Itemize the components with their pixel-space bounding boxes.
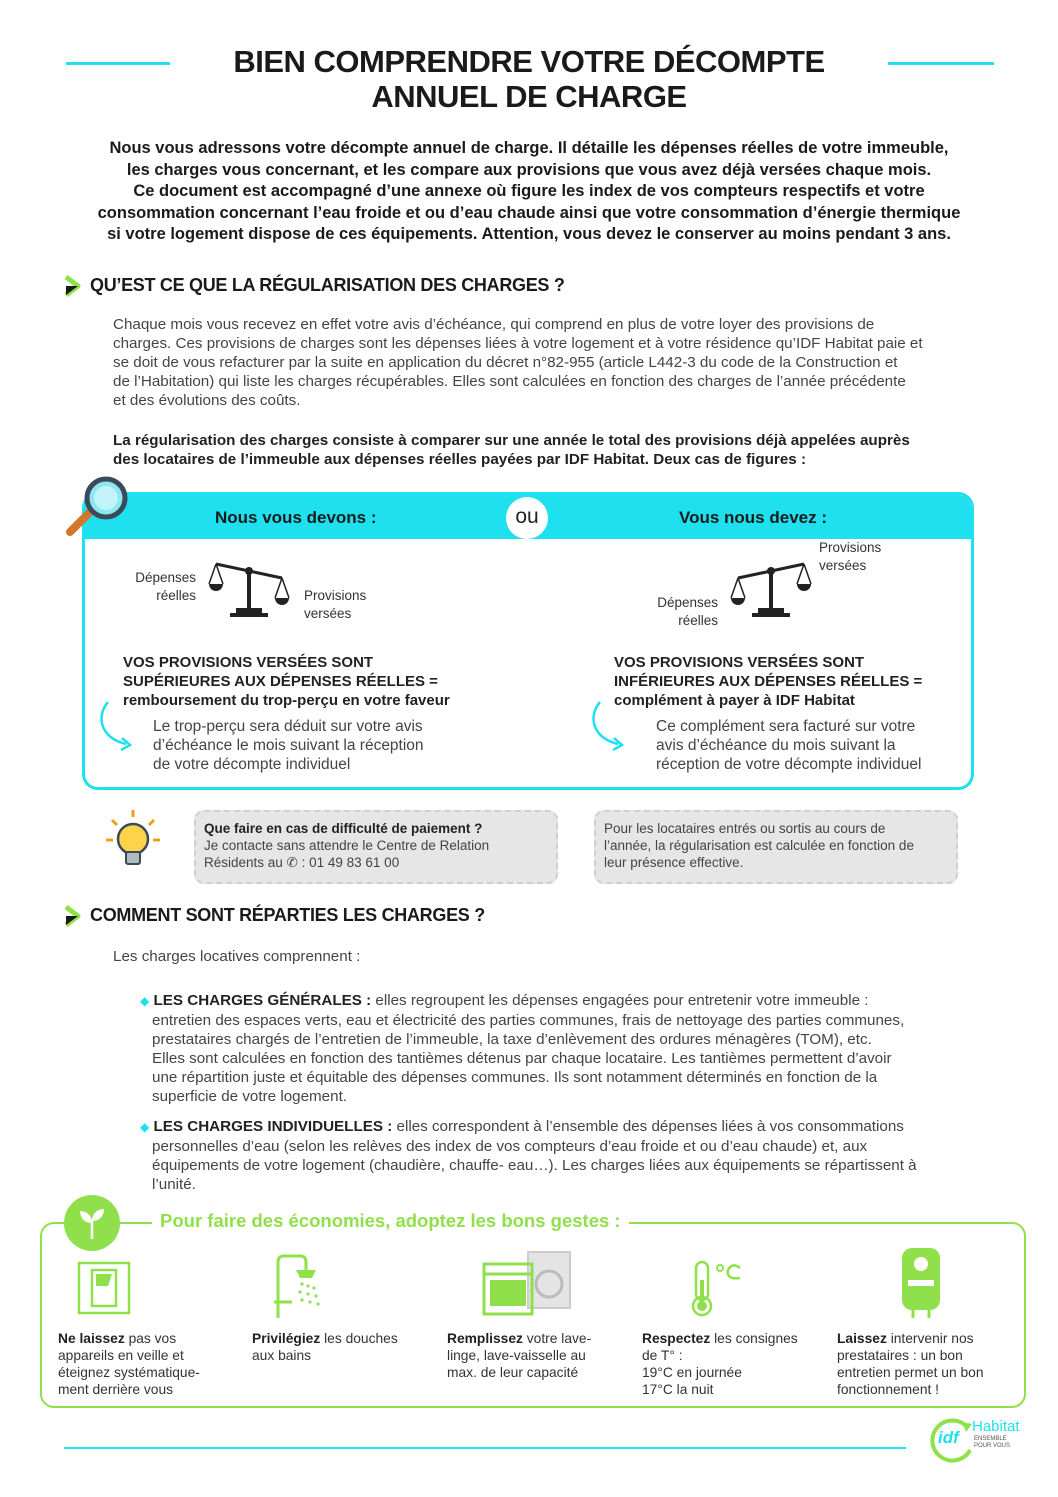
list-item-first-line xyxy=(140,1117,1020,1137)
right-case-title: Vous nous devez : xyxy=(679,508,827,527)
list-item-line: équipements de votre logement (chaudière, chauffe- eau…). Les charges liées aux équipements se répartissent à xyxy=(152,1157,917,1174)
intro-line: Ce document est accompagné d’une annexe où figure les index de vos compteurs respectifs et votre xyxy=(133,182,925,200)
intro-line: consommation concernant l’eau froide et ou d’eau chaude ainsi que votre consommation d’énergie thermique xyxy=(97,203,961,222)
list-item-title: LES CHARGES INDIVIDUELLES : xyxy=(153,1118,393,1135)
caption-line: INFÉRIEURES AUX DÉPENSES RÉELLES = xyxy=(614,673,923,690)
scale-tilted-right-icon xyxy=(730,556,812,620)
tip-bold: Ne laissez xyxy=(58,1331,125,1346)
list-item-title: LES CHARGES GÉNÉRALES : xyxy=(153,992,372,1009)
paragraph-line: de l’Habitation) qui liste les charges récupérables. Elles sont calculées en fonction des charges de l’année précédente xyxy=(113,373,906,390)
eco-tip-standby xyxy=(58,1330,238,1398)
label-text: réelles xyxy=(156,587,196,603)
eco-tip-temperature xyxy=(642,1330,822,1398)
tip-line: fonctionnement ! xyxy=(837,1382,940,1397)
caption-line: VOS PROVISIONS VERSÉES SONT xyxy=(123,654,374,671)
paragraph-line: Chaque mois vous recevez en effet votre avis d’échéance, qui comprend en plus de votre loyer des provisions de xyxy=(113,316,875,333)
caption-line: VOS PROVISIONS VERSÉES SONT xyxy=(614,654,865,671)
list-item-line: superficie de votre logement. xyxy=(152,1088,348,1105)
logo-word: Habitat xyxy=(972,1418,1020,1435)
tip-first-line xyxy=(252,1330,432,1347)
tip-bold: Privilégiez xyxy=(252,1331,321,1346)
tip-text: les consignes xyxy=(710,1331,798,1346)
list-item-individual-charges xyxy=(140,1117,1020,1194)
section-heading-regularisation: QU’EST CE QUE LA RÉGULARISATION DES CHARGES ? xyxy=(90,275,565,295)
list-item-line: entretien des espaces verts, eau et électricité des parties communes, frais de nettoyage des parties communes, xyxy=(152,1012,905,1029)
list-item-line: une répartition juste et équitable des dépenses communes. Ils sont notamment déterminés en fonction de la xyxy=(152,1069,878,1086)
tip-line: 19°C en journée xyxy=(642,1365,742,1380)
bullet-icon: ◆ xyxy=(140,1120,150,1134)
info-line: Je contacte sans attendre le Centre de Relation xyxy=(204,838,490,853)
regularisation-paragraph xyxy=(113,315,1013,410)
tip-line: 17°C la nuit xyxy=(642,1382,714,1397)
curved-arrow-icon xyxy=(96,700,136,752)
tip-text: votre lave- xyxy=(522,1331,592,1346)
tip-text: les douches xyxy=(320,1331,398,1346)
magnifier-icon xyxy=(62,474,132,540)
info-line: leur présence effective. xyxy=(604,855,744,870)
list-item-text: elles correspondent à l’ensemble des dépenses liées à vos consommations xyxy=(392,1118,904,1135)
tip-bold: Remplissez xyxy=(447,1331,523,1346)
left-case-title: Nous vous devons : xyxy=(215,508,377,527)
tip-line: prestataires : un bon xyxy=(837,1348,963,1363)
plant-badge xyxy=(64,1195,120,1251)
list-item-first-line xyxy=(140,991,1020,1011)
right-case-caption xyxy=(614,653,922,710)
right-scale-label-b xyxy=(640,594,718,629)
tip-line: aux bains xyxy=(252,1348,312,1363)
caption-line: SUPÉRIEURES AUX DÉPENSES RÉELLES = xyxy=(123,673,438,690)
right-case-note xyxy=(656,717,921,774)
tip-line: de T° : xyxy=(642,1348,683,1363)
list-item-line: l’unité. xyxy=(152,1176,196,1193)
title-line-2: ANNUEL DE CHARGE xyxy=(371,79,687,114)
list-item-line: prestataires chargés de l’entretien de l’immeuble, la taxe d’enlèvement des ordures ménagères (TOM), etc. xyxy=(152,1031,872,1048)
list-item-text: elles regroupent les dépenses engagées pour entretenir votre immeuble : xyxy=(371,992,869,1009)
right-scale-label-a xyxy=(819,539,881,574)
tip-text: intervenir nos xyxy=(886,1331,974,1346)
paragraph-line: se doit de vous refacturer par la suite en application du décret n°82-955 (article L442-3 du code de la Construction et xyxy=(113,354,898,371)
tip-text: pas vos xyxy=(124,1331,177,1346)
tip-line: entretien permet un bon xyxy=(837,1365,984,1380)
charges-intro: Les charges locatives comprennent : xyxy=(113,948,361,965)
water-heater-icon xyxy=(898,1244,944,1320)
note-line: réception de votre décompte individuel xyxy=(656,756,922,773)
tip-line: éteignez systématique- xyxy=(58,1365,200,1380)
caption-line: complément à payer à IDF Habitat xyxy=(614,692,855,709)
tip-line: appareils en veille et xyxy=(58,1348,184,1363)
left-case-caption xyxy=(123,653,450,710)
tip-line: max. de leur capacité xyxy=(447,1365,579,1380)
tip-first-line xyxy=(642,1330,822,1347)
tenant-presence-box xyxy=(594,810,958,884)
tip-line: linge, lave-vaisselle au xyxy=(447,1348,586,1363)
chevron-right-icon xyxy=(64,275,82,297)
logo-tag: ENSEMBLE xyxy=(974,1436,1007,1442)
label-text: Provisions xyxy=(304,588,367,603)
idf-habitat-logo xyxy=(928,1414,1024,1466)
intro-line: si votre logement dispose de ces équipements. Attention, vous devez le conserver au moins pendant 3 ans. xyxy=(107,225,951,243)
or-badge: ou xyxy=(506,497,548,539)
logo-tag: POUR VOUS xyxy=(974,1443,1011,1449)
logo-brand: idf xyxy=(938,1428,959,1447)
title-rule-left xyxy=(66,62,170,65)
list-item-body xyxy=(140,1137,1020,1194)
left-case-note xyxy=(153,717,424,774)
shower-icon xyxy=(272,1254,336,1320)
intro-paragraph xyxy=(30,138,1028,246)
left-scale-label-a xyxy=(120,569,196,604)
label-text: Provisions xyxy=(819,540,882,555)
list-item-line: Elles sont calculées en fonction des tantièmes détenus par chaque locataire. Les tantièmes permettent d’avoir xyxy=(152,1050,892,1067)
info-line: l’année, la régularisation est calculée en fonction de xyxy=(604,838,914,853)
label-text: versées xyxy=(819,557,867,573)
left-scale-label-b xyxy=(304,587,366,622)
note-line: d’échéance le mois suivant la réception xyxy=(153,737,424,754)
paragraph-line: La régularisation des charges consiste à comparer sur une année le total des provisions déjà appelées auprès xyxy=(113,432,910,449)
paragraph-line: charges. Ces provisions de charges sont les dépenses liées à votre logement et à votre résidence qu’IDF Habitat paie et xyxy=(113,335,923,352)
label-text: Dépenses xyxy=(135,570,196,585)
bullet-icon: ◆ xyxy=(140,994,150,1008)
note-line: Le trop-perçu sera déduit sur votre avis xyxy=(153,718,423,735)
logo-tagline xyxy=(974,1436,1010,1450)
regularisation-bold-paragraph xyxy=(113,431,1013,469)
eco-tip-shower xyxy=(252,1330,432,1364)
paragraph-line: des locataires de l’immeuble aux dépenses réelles payées par IDF Habitat. Deux cas de figures : xyxy=(113,451,807,468)
label-text: versées xyxy=(304,605,352,621)
washing-machine-icon xyxy=(482,1250,572,1316)
footer-rule xyxy=(64,1447,906,1449)
intro-line: les charges vous concernant, et les compare aux provisions que vous avez déjà versées chaque mois. xyxy=(126,160,932,179)
thermometer-icon xyxy=(684,1258,744,1318)
eco-tips-title: Pour faire des économies, adoptez les bons gestes : xyxy=(152,1210,629,1232)
tip-bold: Laissez xyxy=(837,1331,887,1346)
paragraph-line: et des évolutions des coûts. xyxy=(113,392,301,409)
scale-tilted-left-icon xyxy=(208,556,290,620)
list-item-line: personnelles d’eau (selon les relèves des index de vos compteurs d’eau froide et ou d’eau chaude) et, aux xyxy=(152,1138,868,1155)
tip-first-line xyxy=(837,1330,1013,1347)
chevron-right-icon xyxy=(64,905,82,927)
switch-icon xyxy=(76,1260,132,1316)
eco-tip-fill-machines xyxy=(447,1330,627,1381)
phone-line: Résidents au ✆ : 01 49 83 61 00 xyxy=(204,855,400,870)
payment-difficulty-box xyxy=(194,810,558,884)
intro-line: Nous vous adressons votre décompte annuel de charge. Il détaille les dépenses réelles de votre immeuble, xyxy=(109,139,949,157)
curved-arrow-icon xyxy=(588,700,628,752)
info-title: Que faire en cas de difficulté de paiement ? xyxy=(204,821,483,836)
tip-first-line xyxy=(447,1330,627,1347)
note-line: de votre décompte individuel xyxy=(153,756,351,773)
eco-tip-maintenance xyxy=(837,1330,1013,1398)
list-item-general-charges xyxy=(140,991,1020,1106)
tip-bold: Respectez xyxy=(642,1331,711,1346)
tip-line: ment derrière vous xyxy=(58,1382,174,1397)
title-line-1: BIEN COMPRENDRE VOTRE DÉCOMPTE xyxy=(233,44,825,79)
list-item-body xyxy=(140,1011,1020,1106)
page-title xyxy=(190,44,868,114)
info-line: Pour les locataires entrés ou sortis au cours de xyxy=(604,821,886,836)
label-text: réelles xyxy=(678,612,718,628)
plant-icon xyxy=(76,1205,108,1241)
tip-first-line xyxy=(58,1330,238,1347)
note-line: Ce complément sera facturé sur votre xyxy=(656,718,916,735)
title-rule-right xyxy=(888,62,994,65)
note-line: avis d’échéance du mois suivant la xyxy=(656,737,896,754)
lightbulb-icon xyxy=(104,808,162,870)
caption-line: remboursement du trop-perçu en votre faveur xyxy=(123,692,450,709)
label-text: Dépenses xyxy=(657,595,718,610)
section-heading-repartition: COMMENT SONT RÉPARTIES LES CHARGES ? xyxy=(90,905,485,925)
